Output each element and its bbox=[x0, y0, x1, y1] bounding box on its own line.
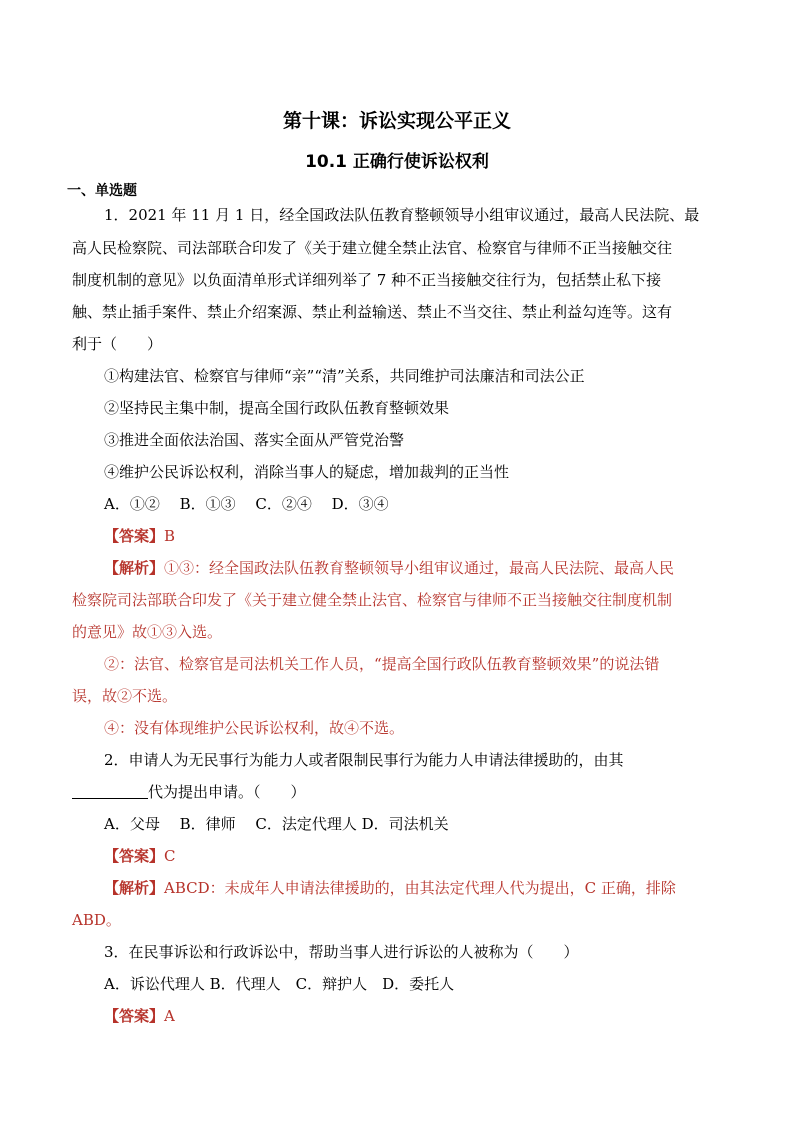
answer-tag: 【答案】 bbox=[104, 1007, 165, 1025]
question-1-item: ④维护公民诉讼权利，消除当事人的疑虑，增加裁判的正当性 bbox=[104, 463, 510, 481]
question-2-stem-line bbox=[72, 782, 306, 802]
question-2-analysis-line bbox=[104, 878, 676, 898]
question-2-answer bbox=[104, 846, 176, 866]
question-1-analysis-line: 检察院司法部联合印发了《关于建立健全禁止法官、检察官与律师不正当接触交往制度机制 bbox=[72, 591, 673, 609]
lesson-title: 第十课：诉讼实现公平正义 bbox=[282, 110, 511, 132]
analysis-tag: 【解析】 bbox=[104, 879, 165, 897]
question-3-answer bbox=[104, 1006, 175, 1026]
answer-value: B bbox=[164, 527, 176, 545]
analysis-text: ①③：经全国政法队伍教育整顿领导小组审议通过，最高人民法院、最高人民 bbox=[164, 559, 675, 577]
question-1-stem-line: 利于（ ） bbox=[72, 335, 163, 353]
question-1-item: ③推进全面依法治国、落实全面从严管党治警 bbox=[104, 431, 405, 449]
question-2-stem-text: 代为提出申请。（ ） bbox=[148, 783, 306, 801]
question-1-stem-line: 触、禁止插手案件、禁止介绍案源、禁止利益输送、禁止不当交往、禁止利益勾连等。这有 bbox=[72, 303, 673, 321]
question-1-analysis-line: 的意见》故①③入选。 bbox=[72, 623, 223, 641]
question-1-options: A．①② B．①③ C．②④ D．③④ bbox=[104, 495, 389, 513]
question-1-analysis-line bbox=[104, 558, 674, 578]
question-1-item: ①构建法官、检察官与律师“亲”“清”关系，共同维护司法廉洁和司法公正 bbox=[104, 367, 585, 385]
question-1-analysis-line: 误，故②不选。 bbox=[72, 687, 178, 705]
question-1-answer bbox=[104, 526, 175, 546]
answer-tag: 【答案】 bbox=[104, 527, 165, 545]
question-1-item: ②坚持民主集中制，提高全国行政队伍教育整顿效果 bbox=[104, 399, 450, 417]
section-subtitle: 10.1 正确行使诉讼权利 bbox=[305, 152, 489, 172]
question-2-stem-line: 2．申请人为无民事行为能力人或者限制民事行为能力人申请法律援助的，由其 bbox=[104, 751, 624, 769]
question-1-analysis-line: ④：没有体现维护公民诉讼权利，故④不选。 bbox=[104, 719, 405, 737]
answer-tag: 【答案】 bbox=[104, 847, 165, 865]
question-2-analysis-line: ABD。 bbox=[72, 911, 121, 929]
answer-value: C bbox=[164, 847, 176, 865]
question-1-stem-line: 制度机制的意见》以负面清单形式详细列举了 7 种不正当接触交往行为，包括禁止私下接 bbox=[72, 271, 662, 289]
fill-in-blank bbox=[72, 784, 148, 799]
answer-value: A bbox=[164, 1007, 175, 1025]
question-3-stem-line: 3．在民事诉讼和行政诉讼中，帮助当事人进行诉讼的人被称为（ ） bbox=[104, 943, 579, 961]
question-1-stem-line: 1．2021 年 11 月 1 日，经全国政法队伍教育整顿领导小组审议通过，最高人民法院、最 bbox=[104, 206, 700, 224]
question-1-stem-line: 高人民检察院、司法部联合印发了《关于建立健全禁止法官、检察官与律师不正当接触交往 bbox=[72, 239, 673, 257]
analysis-tag: 【解析】 bbox=[104, 559, 165, 577]
question-1-analysis-line: ②：法官、检察官是司法机关工作人员，“提高全国行政队伍教育整顿效果”的说法错 bbox=[104, 655, 660, 673]
question-3-options: A．诉讼代理人 B．代理人 C．辩护人 D．委托人 bbox=[104, 975, 455, 993]
question-type-heading: 一、单选题 bbox=[67, 183, 137, 199]
question-2-options: A．父母 B．律师 C．法定代理人 D．司法机关 bbox=[104, 815, 449, 833]
analysis-text: ABCD：未成年人申请法律援助的，由其法定代理人代为提出，C 正确，排除 bbox=[164, 879, 676, 897]
